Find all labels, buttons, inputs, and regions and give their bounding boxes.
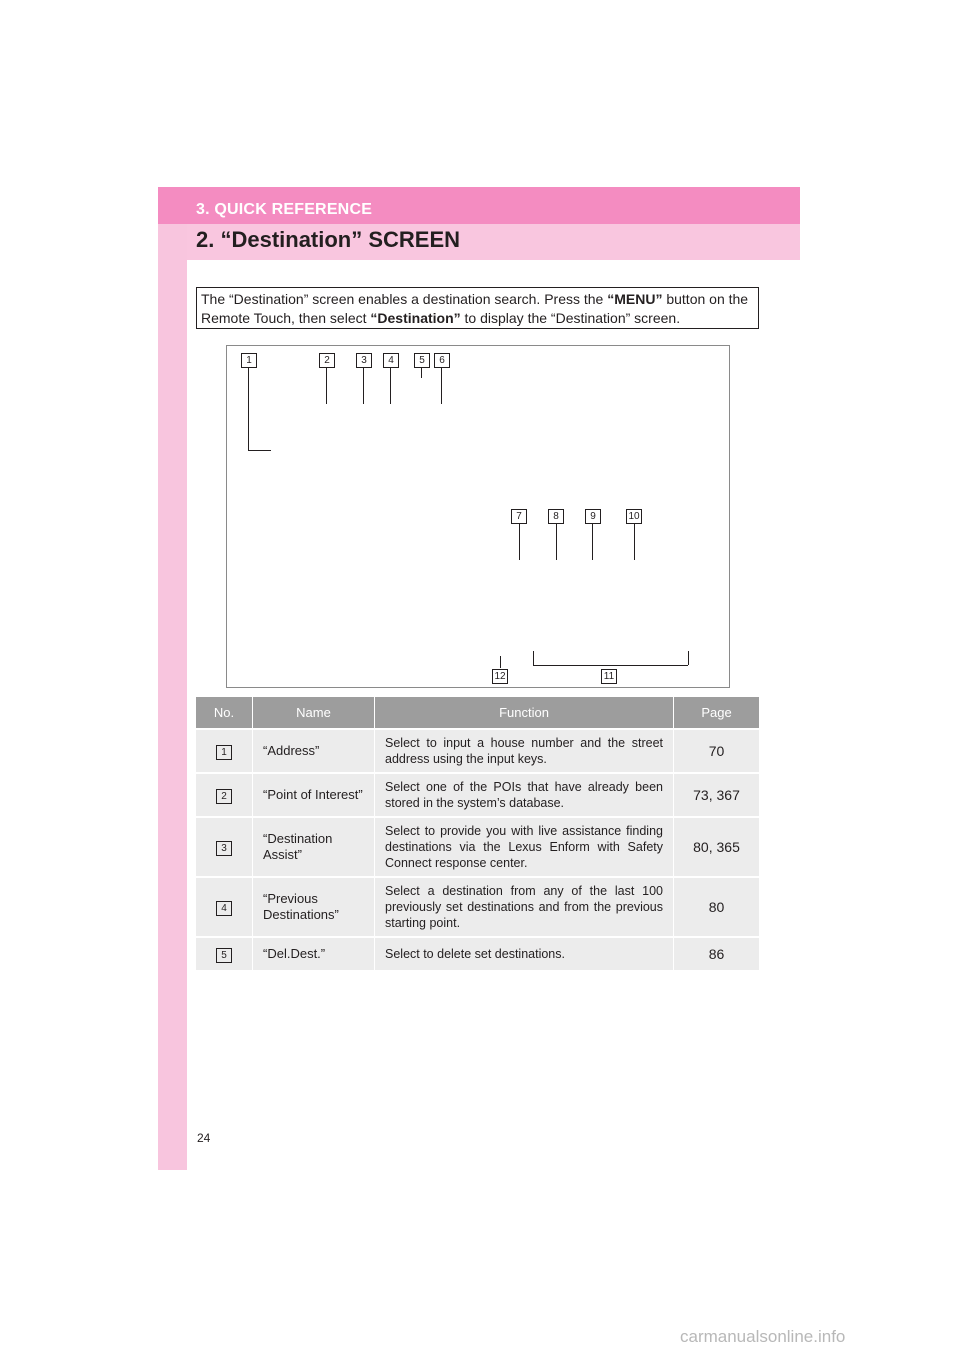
row-function: Select to input a house number and the street address using the input keys. [375,729,674,773]
row-name: “Previous Destinations” [253,877,375,937]
page-title: 2. “Destination” SCREEN [196,227,461,252]
reference-table [196,697,759,970]
row-page: 73, 367 [674,773,760,817]
row-page: 86 [674,937,760,970]
section-label: 3. QUICK REFERENCE [196,201,373,218]
header-no: No. [196,697,253,729]
intro-text-3: to display the “Destination” screen. [460,310,681,326]
leader-line-11h [533,665,688,666]
row-page: 70 [674,729,760,773]
row-page: 80 [674,877,760,937]
row-name: “Del.Dest.” [253,937,375,970]
row-name: “Destination Assist” [253,817,375,877]
intro-box [196,287,759,329]
callout-8: 8 [548,509,564,524]
intro-menu: “MENU” [607,291,663,307]
row-function: Select to delete set destinations. [375,937,674,970]
leader-line-7 [519,524,520,560]
leader-line-2 [326,368,327,404]
leader-line-11b [688,651,689,665]
header-page: Page [674,697,760,729]
table-row [196,729,759,773]
callout-4: 4 [383,353,399,368]
table-row [196,817,759,877]
callout-9: 9 [585,509,601,524]
leader-line-1h [248,450,271,451]
leader-line-12 [500,656,501,668]
leader-line-9 [592,524,593,560]
callout-7: 7 [511,509,527,524]
table-row [196,877,759,937]
callout-2: 2 [319,353,335,368]
leader-line-11a [533,651,534,665]
header-function: Function [375,697,674,729]
intro-destination: “Destination” [370,310,461,326]
row-number: 3 [216,841,232,856]
leader-line-1 [248,368,249,450]
header-name: Name [253,697,375,729]
leader-line-4 [390,368,391,404]
callout-6: 6 [434,353,450,368]
row-number-cell [196,937,253,970]
callout-10: 10 [626,509,642,524]
row-number: 5 [216,948,232,963]
row-number-cell [196,877,253,937]
row-function: Select one of the POIs that have already been stored in the system’s database. [375,773,674,817]
watermark: carmanualsonline.info [680,1327,846,1346]
leader-line-8 [556,524,557,560]
row-function: Select a destination from any of the last 100 previously set destinations and from the previous starting point. [375,877,674,937]
screen-diagram [226,345,730,688]
intro-text-2: button on the Remote Touch, then select [201,291,749,326]
row-number-cell [196,817,253,877]
row-function: Select to provide you with live assistance finding destinations via the Lexus Enform with Safety Connect response center. [375,817,674,877]
callout-12: 12 [492,669,508,684]
table-row [196,773,759,817]
callout-11: 11 [601,669,617,684]
row-name: “Address” [253,729,375,773]
side-band [158,187,187,1170]
row-page: 80, 365 [674,817,760,877]
table-row [196,937,759,970]
intro-text-1: The “Destination” screen enables a destination search. Press the [201,291,608,307]
callout-5: 5 [414,353,430,368]
row-name: “Point of Interest” [253,773,375,817]
row-number: 1 [216,745,232,760]
row-number-cell [196,729,253,773]
leader-line-10 [634,524,635,560]
row-number: 2 [216,789,232,804]
callout-1: 1 [241,353,257,368]
row-number-cell [196,773,253,817]
leader-line-3 [363,368,364,404]
row-number: 4 [216,901,232,916]
leader-line-6 [441,368,442,404]
callout-3: 3 [356,353,372,368]
page-number: 24 [197,1131,211,1145]
leader-line-5 [421,368,422,378]
table-header-row [196,697,759,729]
